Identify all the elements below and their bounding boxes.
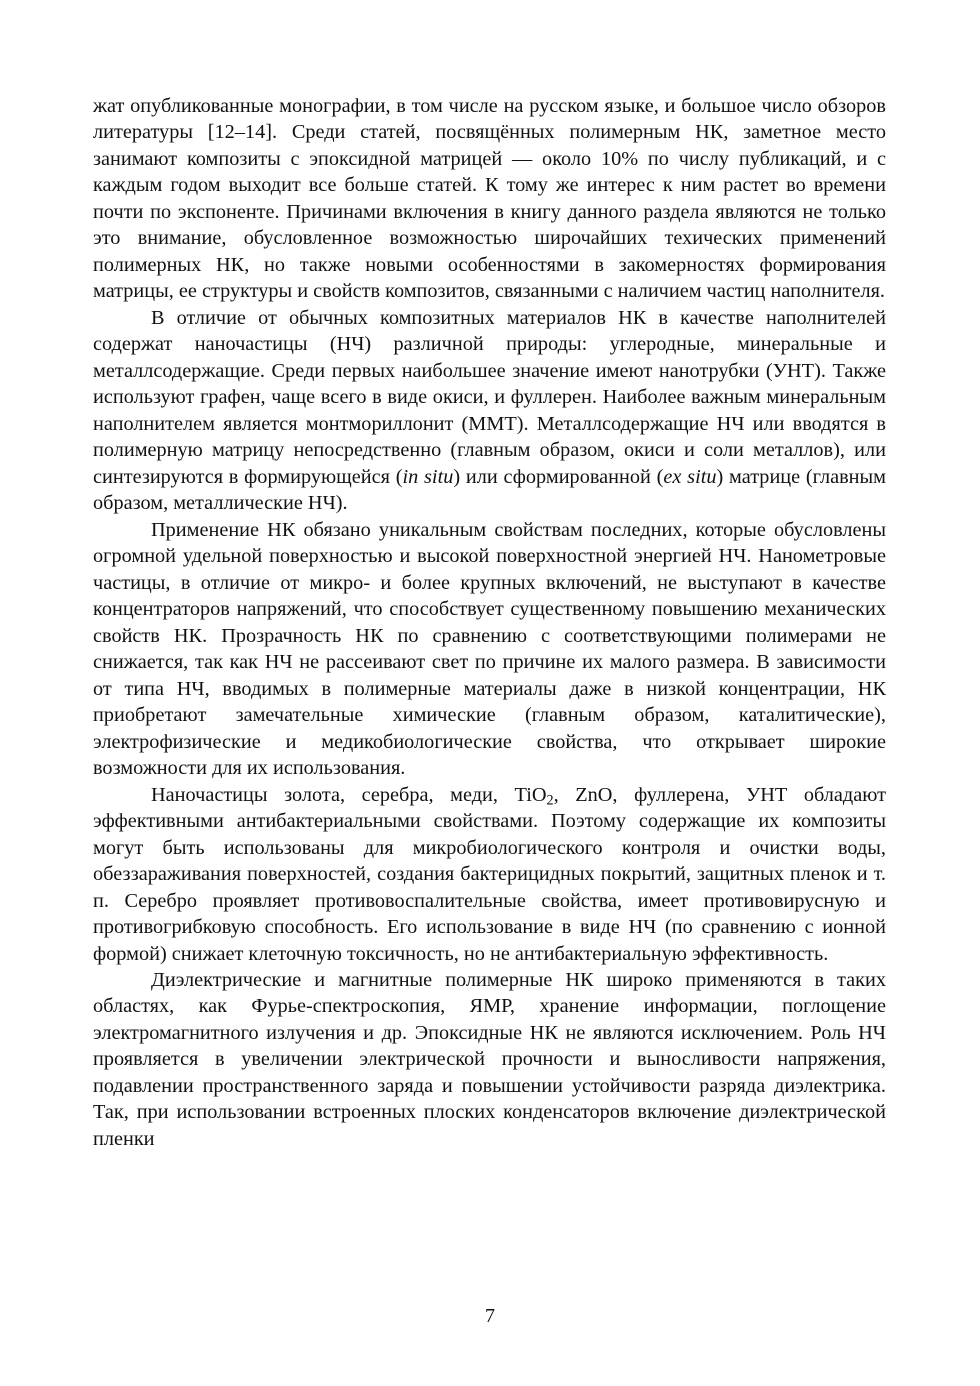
paragraph-4 [93,782,886,967]
paragraph-4-text-a: Наночастицы золота, серебра, меди, TiO [151,783,547,806]
paragraph-5: Диэлектрические и магнитные полимерные НК широко применяются в таких областях, как Фурье-спектроскопия, ЯМР, хранение информации, поглощение электромагнитного излучения и др. Эпоксидные НК не являются исключением. Роль НЧ проявляется в увеличении электрической прочности и выносливости напряжения, подавлении пространственного заряда и повышении устойчивости разряда диэлектрика. Так, при использовании встроенных плоских конденсаторов включение диэлектрической пленки [93,968,886,1150]
in-situ-term: in situ [402,465,454,488]
paragraph-4-text-b: , ZnO, фуллерена, УНТ обладают эффективными антибактериальными свойствами. Поэтому содержащие их композиты могут быть использованы для микробиологического контроля и очистки воды, обеззараживания поверхностей, создания бактерицидных покрытий, защитных пленок и т. п. Серебро проявляет противовоспалительные свойства, имеет противовирусную и противогрибковую способность. Его использование в виде НЧ (по сравнению с ионной формой) снижает клеточную токсичность, но не антибактериальную эффективность. [93,783,886,965]
paragraph-1: жат опубликованные монографии, в том числе на русском языке, и большое число обзоров литературы [12–14]. Среди статей, посвящённых полимерным НК, заметное место занимают композиты с эпоксидной матрицей — около 10% по числу публикаций, и с каждым годом выходит все больше статей. К тому же интерес к ним растет во времени почти по экспоненте. Причинами включения в книгу данного раздела являются не только это внимание, обусловленное возможностью широчайших техических применений полимерных НК, но также новыми особенностями в закомерностях формирования матрицы, ее структуры и свойств композитов, связанными с наличием частиц наполнителя. [93,95,886,303]
paragraph-2-text-b: ) или сформированной ( [453,465,664,488]
paragraph-3: Применение НК обязано уникальным свойствам последних, которые обусловлены огромной удельной поверхностью и высокой поверхностной энергией НЧ. Нанометровые частицы, в отличие от микро- и более крупных включений, не выступают в качестве концентраторов напряжений, что способствует существенному повышению механических свойств НК. Прозрачность НК по сравнению с соответствующими полимерами не снижается, так как НЧ не рассеивают свет по причине их малого размера. В зависимости от типа НЧ, вводимых в полимерные материалы даже в низкой концентрации, НК приобретают замечательные химические (главным образом, каталитические), электрофизические и медикобиологические свойства, что открывает широкие возможности для их использования. [93,518,886,780]
tio2-subscript: 2 [546,792,554,809]
paragraph-2 [93,305,886,517]
paragraph-2-text-a: В отличие от обычных композитных материалов НК в качестве наполнителей содержат наночастицы (НЧ) различной природы: углеродные, минеральные и металлсодержащие. Среди первых наибольшее значение имеют нанотрубки (УНТ). Также используют графен, чаще всего в виде окиси, и фуллерен. Наиболее важным минеральным наполнителем является монтмориллонит (ММТ). Металлсодержащие НЧ или вводятся в полимерную матрицу непосредственно (главным образом, окиси и соли металлов), или синтезируются в формирующейся ( [93,306,886,488]
body-text [93,93,886,1152]
page-number: 7 [485,1305,495,1327]
paragraph-2-text-c: ) матрице (главным образом, металлические НЧ). [93,465,886,515]
ex-situ-term: ex situ [663,465,717,488]
